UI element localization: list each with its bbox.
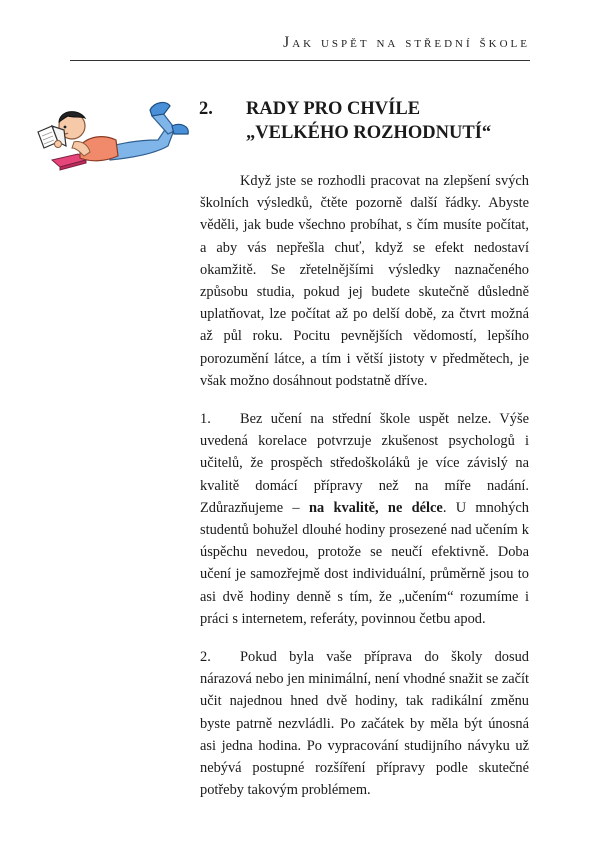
body-text [200, 170, 529, 817]
intro-paragraph [200, 170, 529, 392]
item-1-text-end: . U mnohých studentů bohužel dlouhé hodiny prosezené nad učením k úspěchu nevedou, protože se neučí efektivně. Doba učení je samozřejmě dost individuální, průměrně jsou to asi dvě hodiny denně s tím, že „učením“ rozumíme i práci s internetem, referáty, povinnou četbu apod. [200, 499, 529, 627]
item-2-text: Pokud byla vaše příprava do školy dosud nárazová nebo jen minimální, není vhodné snažit se začít učit najednou hned dvě hodiny, tak radikální změnu byste patrně nezvládli. Po začátek by měla být únosná asi jedna hodina. Po vypracování studijního návyku už nebývá postupné rozšíření přípravy podle skutečné potřeby takovým problémem. [200, 649, 529, 799]
item-1-number: 1. [200, 411, 211, 428]
item-2-number: 2. [200, 649, 211, 666]
intro-text: Když jste se rozhodli pracovat na zlepšení svých školních výsledků, čtěte pozorně další řádky. Abyste věděli, jak bude všechno probíhat, s čím musíte počítat, a aby vás nepřešla chuť, když se efekt nedostaví okamžitě. Se zřetelnějšími výsledky naznačeného způsobu studia, pokud jej budete skutečně důsledně uplatňovat, lze počítat až po delší době, za čtvrt možná až půl roku. Pocitu pevnějších vědomostí, lepšího porozumění látce, a tím i větší jistoty v předmětech, je však možno dosáhnout podstatně dříve. [200, 173, 529, 389]
chapter-number: 2. [199, 99, 213, 119]
reading-boy-icon [34, 96, 192, 178]
header-rule [70, 60, 530, 61]
item-1-text-start: Bez učení na střední škole uspět nelze. Výše uvedená korelace potvrzuje zkušenost psychologů i učitelů, že prospěch středoškoláků je více závislý na kvalitě domácí přípravy než na míře nadání. Zdůrazňujeme – [200, 411, 529, 516]
item-1-emphasis: na kvalitě, ne délce [308, 499, 443, 516]
list-item-1 [200, 408, 529, 630]
chapter-title: RADY PRO CHVÍLE „VELKÉHO ROZHODNUTÍ“ [246, 99, 492, 143]
list-item-2 [200, 646, 529, 801]
running-header: Jak uspět na střední škole [283, 34, 530, 51]
